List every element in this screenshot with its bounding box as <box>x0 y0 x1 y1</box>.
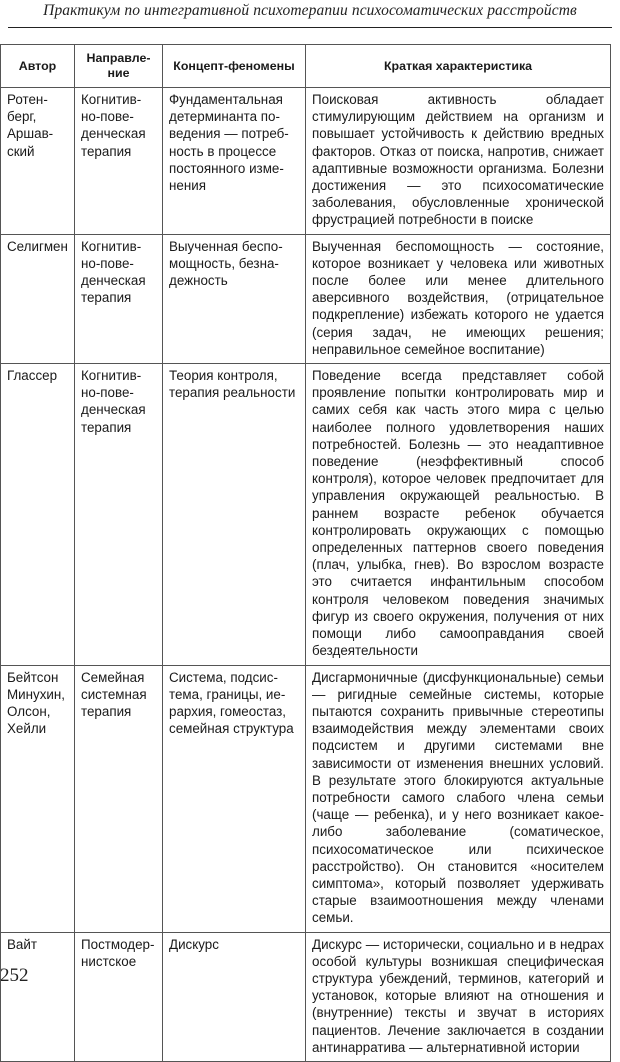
description-cell: Дискурс — исторически, социально и в недрах особой культуры возникшая специфическая структура убеждений, терминов, категорий и установок, которые влияют на отношения и (внутренние) тексты и звучат в историях пациентов. Лечение заключается в создании антинарратива — альтернативной истории <box>306 932 611 1061</box>
concepts-cell: Теория контроля, терапия реальности <box>163 364 306 665</box>
direction-cell: Когнитив- но-пове- денческая терапия <box>75 234 163 363</box>
column-header-description: Краткая характеристика <box>306 45 611 88</box>
author-cell: Вайт <box>1 932 75 1061</box>
page-number: 252 <box>0 965 29 986</box>
table-row <box>1 932 611 1061</box>
direction-cell: Семейная системная терапия <box>75 665 163 932</box>
table-row <box>1 88 611 235</box>
description-cell: Выученная беспомощность — состояние, которое возникает у человека или животных после более или менее длительного аверсивного воздействия, (отрицательное подкрепление) избежать которого не удается (серия задач, не имеющих решения; неправильное семейное воспитание) <box>306 234 611 363</box>
column-header-author: Автор <box>1 45 75 88</box>
description-cell: Поисковая активность обладает стимулирующим действием на организм и повышает устойчивость к действию вредных факторов. Отказ от поиска, напротив, снижает адаптивные возможности организма. Болезни достижения — это психосоматические заболевания, обусловленные хронической фрустрацией потребности в поиске <box>306 88 611 235</box>
running-header: Практикум по интегративной психотерапии психосоматических расстройств <box>43 2 577 19</box>
table-row <box>1 665 611 932</box>
column-header-direction: Направле- ние <box>75 45 163 88</box>
concepts-cell: Фундаментальная детерминанта по- ведения — потреб- ность в процессе постоянного изме- нения <box>163 88 306 235</box>
phenomena-table <box>0 44 611 1062</box>
description-cell: Дисгармоничные (дисфункциональные) семьи — ригидные семейные системы, которые пытаются сохранить привычные стереотипы взаимодействия между элементами своих подсистем и другими системами вне зависимости от изменения внешних условий. В результате этого блокируются актуальные потребности самого слабого члена семьи (чаще — ребенка), и у него возникает какое-либо заболевание (соматическое, психосоматическое или психическое расстройство). Он становится «носителем симптома», который позволяет удерживать старые взаимоотношения между членами семьи. <box>306 665 611 932</box>
description-cell: Поведение всегда представляет собой проявление попытки контролировать мир и самих себя как часть этого мира с целью наиболее полного удовлетворения наших потребностей. Болезнь — это неадаптивное поведение (неэффективный способ контроля), которое человек предпочитает для управления окружающей реальностью. В раннем возрасте ребенок обучается контролировать окружающих с помощью определенных паттернов своего поведения (плач, улыбка, гнев). Во взрослом возрасте это считается инфантильным способом контроля человеком поведения значимых фигур из своего окружения, получения от них помощи либо самооправдания своей бездеятельности <box>306 364 611 665</box>
header-rule <box>8 27 612 28</box>
table-row <box>1 234 611 363</box>
author-cell: Бейтсон Минухин, Олсон, Хейли <box>1 665 75 932</box>
author-cell: Селигмен <box>1 234 75 363</box>
direction-cell: Когнитив- но-пове- денческая терапия <box>75 88 163 235</box>
author-cell: Ротен- берг, Аршав- ский <box>1 88 75 235</box>
direction-cell: Постмодер- нистское <box>75 932 163 1061</box>
concepts-cell: Выученная беспо- мощность, безна- дежность <box>163 234 306 363</box>
table-header-row <box>1 45 611 88</box>
direction-cell: Когнитив- но-пове- денческая терапия <box>75 364 163 665</box>
concepts-cell: Система, подсис- тема, границы, ие- рархия, гомеостаз, семейная структура <box>163 665 306 932</box>
column-header-concepts: Концепт-феномены <box>163 45 306 88</box>
author-cell: Глассер <box>1 364 75 665</box>
concepts-cell: Дискурс <box>163 932 306 1061</box>
table-row <box>1 364 611 665</box>
